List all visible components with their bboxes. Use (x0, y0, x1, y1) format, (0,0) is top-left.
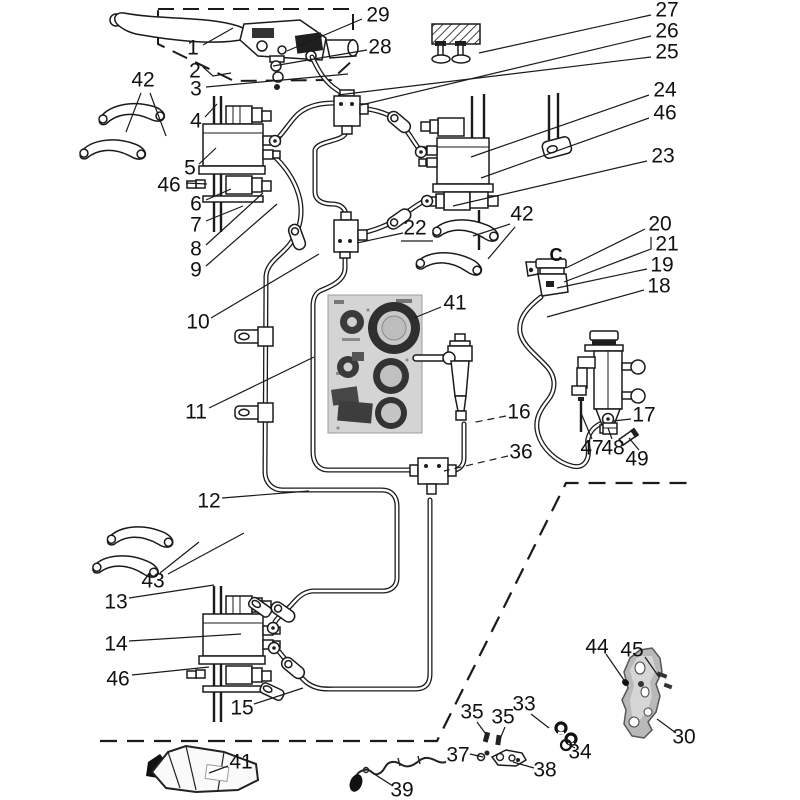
callout-43: 43 (141, 569, 165, 593)
leader-line-16 (471, 416, 506, 423)
callout-18: 18 (647, 274, 671, 298)
leader-line-7 (206, 206, 243, 221)
callout-36: 36 (509, 440, 533, 464)
callout-1: 1 (187, 36, 199, 60)
callout-37: 37 (446, 743, 470, 767)
callout-47: 47 (580, 436, 604, 460)
callout-2: 2 (189, 59, 201, 83)
callout-8: 8 (190, 237, 202, 261)
distribution-block-36 (410, 458, 456, 494)
callout-35: 35 (491, 705, 515, 729)
leader-line-20 (566, 229, 645, 268)
delay-valve-block (334, 212, 367, 258)
callout-42: 42 (510, 202, 534, 226)
callout-29: 29 (366, 3, 390, 27)
callout-30: 30 (672, 725, 696, 749)
callout-33: 33 (512, 692, 536, 716)
leader-line-18 (547, 290, 644, 317)
callout-9: 9 (190, 258, 202, 282)
callout-45: 45 (620, 638, 644, 662)
callout-28: 28 (368, 35, 392, 59)
callout-46: 46 (157, 173, 181, 197)
callout-38: 38 (533, 758, 557, 782)
seal-kit-photo-inset (328, 295, 422, 433)
leader-line-33 (531, 714, 549, 728)
leader-line-25 (338, 57, 651, 95)
leader-dot-44 (623, 680, 629, 686)
leader-line-12 (222, 491, 309, 498)
hatched-mount-block (432, 24, 480, 63)
callout-10: 10 (186, 310, 210, 334)
callout-24: 24 (653, 78, 677, 102)
callout-20: 20 (648, 212, 672, 236)
callout-35: 35 (460, 700, 484, 724)
front-right-brake-pads (415, 216, 499, 280)
callout-34: 34 (568, 740, 592, 764)
leader-line-37 (470, 754, 483, 757)
leader-line-27 (479, 15, 651, 53)
callout-39: 39 (390, 778, 414, 800)
callout-41: 41 (443, 291, 467, 315)
leader-line-43 (168, 533, 244, 574)
callout-12: 12 (197, 489, 221, 513)
callout-44: 44 (585, 635, 609, 659)
leader-line-46 (481, 118, 649, 178)
callout-27: 27 (655, 0, 679, 22)
small-hardware-parts (478, 723, 577, 766)
callout-14: 14 (104, 632, 128, 656)
front-left-brake-pads (80, 104, 165, 163)
leader-line-11 (209, 357, 314, 408)
leader-line-35 (500, 727, 505, 739)
callout-48: 48 (601, 436, 625, 460)
callout-17: 17 (632, 403, 656, 427)
callout-7: 7 (190, 213, 202, 237)
callout-21: 21 (655, 232, 679, 256)
callout-16: 16 (507, 400, 531, 424)
callout-13: 13 (104, 590, 128, 614)
callout-49: 49 (625, 447, 649, 471)
callout-25: 25 (655, 40, 679, 64)
callout-19: 19 (650, 253, 674, 277)
callout-23: 23 (651, 144, 675, 168)
tee-junction-block (334, 90, 368, 134)
callout-4: 4 (190, 109, 202, 133)
leader-line-26 (361, 36, 651, 105)
callout-26: 26 (655, 19, 679, 43)
callout-3: 3 (190, 77, 202, 101)
callout-41: 41 (229, 750, 253, 774)
callout-11: 11 (185, 400, 207, 424)
callout-46: 46 (653, 101, 677, 125)
marker-C: C (549, 244, 563, 265)
callout-6: 6 (190, 192, 202, 216)
leader-line-21 (564, 237, 651, 282)
callout-15: 15 (230, 696, 254, 720)
leader-line-19 (557, 269, 647, 288)
callout-46: 46 (106, 667, 130, 691)
callout-5: 5 (184, 156, 196, 180)
callout-42: 42 (131, 68, 155, 92)
callout-22: 22 (403, 216, 427, 240)
leader-line-35 (477, 722, 488, 737)
